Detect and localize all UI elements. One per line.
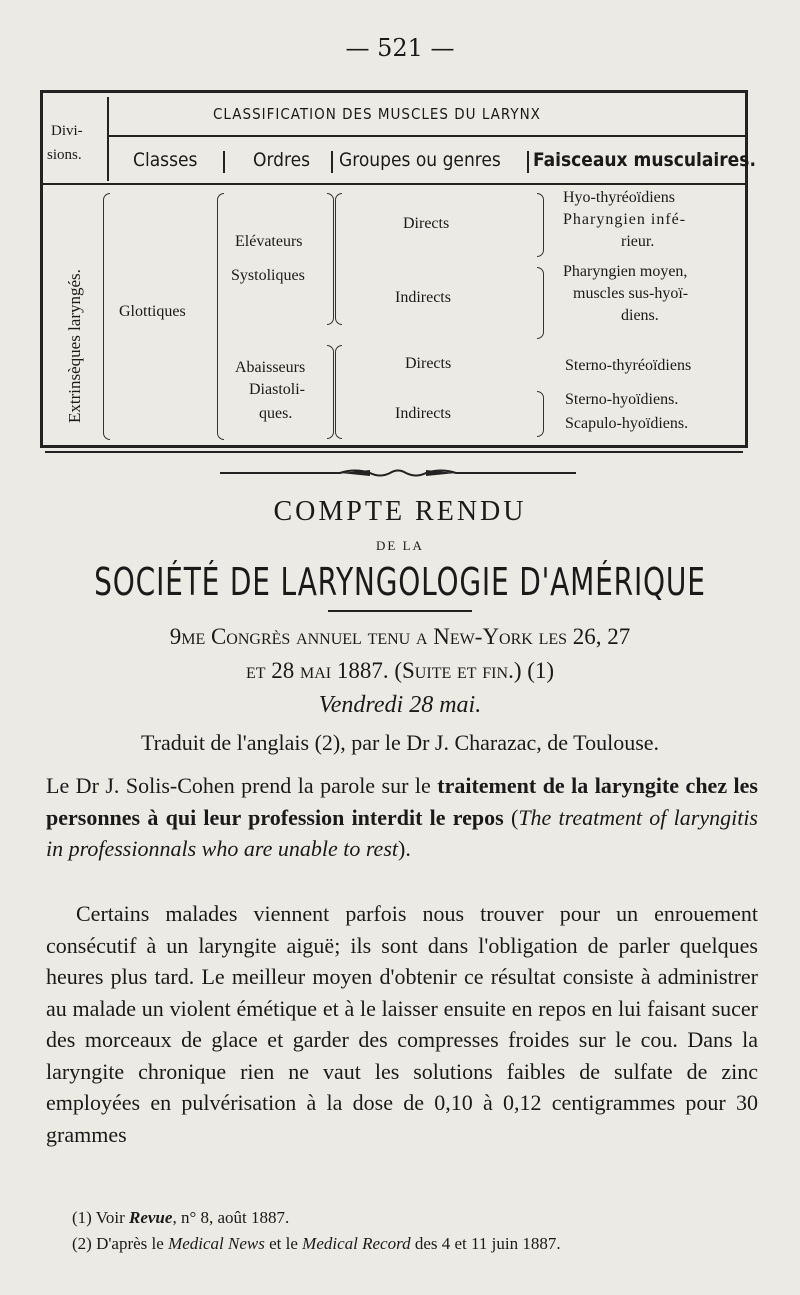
- brace-faisceaux-3: [537, 391, 544, 437]
- groupe-indirects-1: Indirects: [395, 289, 451, 306]
- footnote-2-rest: des 4 et 11 juin 1887.: [410, 1234, 561, 1253]
- paragraph-1-end: ).: [398, 836, 411, 861]
- footnote-2-medical-news: Medical News: [168, 1234, 265, 1253]
- heading-rule: [328, 610, 472, 612]
- header-groupes: Groupes ou genres: [339, 149, 501, 171]
- faisceau-3: rieur.: [621, 233, 655, 250]
- heading-compte-rendu: COMPTE RENDU: [273, 496, 527, 527]
- divisions-header-1: Divi-: [51, 123, 83, 139]
- title-rule: [109, 135, 745, 137]
- ordre-diastoli: Diastoli-: [249, 381, 305, 398]
- classification-table: [40, 90, 756, 448]
- brace-groupes-1: [335, 193, 342, 325]
- footnote-2: [72, 1234, 561, 1254]
- header-classes: Classes: [133, 149, 198, 171]
- brace-groupes-2: [335, 345, 342, 439]
- faisceau-8: Sterno-hyoïdiens.: [565, 391, 679, 408]
- header-rule: [43, 183, 745, 185]
- faisceau-7: Sterno-thyréoïdiens: [565, 357, 692, 374]
- faisceau-1: Hyo-thyréoïdiens: [563, 189, 675, 206]
- groupe-directs-2: Directs: [405, 355, 452, 372]
- congres-line-2: et 28 mai 1887. (Suite et fin.) (1): [245, 658, 555, 683]
- paragraph-2: Certains malades viennent parfois nous trouver pour un enrouement consécutif à un laryngite aiguë; ils sont dans l'obligation de parler quelques heures plus tard. Le meilleur moyen d'obtenir ce résultat consiste à administrer au malade un violent émétique et à le laisser ensuite en repos en lui faisant sucer des morceaux de glace et garder des compresses froides sur le cou. Dans la laryngite chronique rien ne vaut les solutions faibles de sulfate de zinc employées en pulvérisation à la dose de 0,10 à 0,12 centigrammes pour 30 grammes: [46, 901, 758, 1147]
- paragraph-1-intro: Le Dr J. Solis-Cohen prend la parole sur le: [46, 773, 438, 798]
- division-label: Extrinsèques laryngés.: [65, 269, 84, 423]
- footnote-1: [72, 1208, 289, 1228]
- divisions-header-2: sions.: [47, 147, 82, 163]
- faisceau-6: diens.: [621, 307, 659, 324]
- ornament-divider: [220, 466, 576, 480]
- brace-faisceaux-2: [537, 267, 544, 339]
- faisceau-9: Scapulo-hyoïdiens.: [565, 415, 689, 432]
- faisceau-2: Pharyngien infé-: [563, 211, 687, 228]
- paragraph-1-bold: traitement de la laryngite chez les personnes à qui leur profession interdit le repos: [46, 773, 758, 830]
- ordre-diastoli-2: ques.: [259, 405, 293, 422]
- table-title: CLASSIFICATION DES MUSCLES DU LARYNX: [213, 105, 541, 123]
- footnote-2-et: et le: [264, 1234, 303, 1253]
- date-vendredi: Vendredi 28 mai.: [318, 692, 482, 718]
- footnote-1-rest: , n° 8, août 1887.: [172, 1208, 290, 1227]
- brace-faisceaux-1: [537, 193, 544, 257]
- ordre-elevateurs: Elévateurs: [235, 233, 303, 250]
- ordre-abaisseurs: Abaisseurs: [235, 359, 306, 376]
- footnote-2-medical-record: Medical Record: [302, 1234, 411, 1253]
- header-faisceaux: Faisceaux musculaires.: [533, 149, 756, 171]
- faisceau-5: muscles sus-hyoï-: [573, 285, 689, 302]
- classe-glottiques: Glottiques: [119, 303, 186, 320]
- brace-abaisseurs: [327, 345, 334, 439]
- footnote-2-text: (2) D'après le: [72, 1234, 169, 1253]
- brace-elevateurs: [327, 193, 334, 325]
- congres-line-1: 9me Congrès annuel tenu a New-York les 26, 27: [169, 624, 631, 649]
- translator-credit: Traduit de l'anglais (2), par le Dr J. Charazac, de Toulouse.: [140, 730, 660, 755]
- footnote-1-revue: Revue: [129, 1208, 173, 1227]
- groupe-directs-1: Directs: [403, 215, 450, 232]
- paragraph-1: [46, 770, 758, 865]
- footnote-1-text: (1) Voir: [72, 1208, 129, 1227]
- groupe-indirects-2: Indirects: [395, 405, 451, 422]
- paragraph-1-italic: The treatment of laryngitis in professionnals who are unable to rest: [46, 804, 758, 861]
- paragraph-1-mid: (: [503, 804, 519, 830]
- faisceau-4: Pharyngien moyen,: [563, 263, 688, 280]
- ordre-systoliques: Systoliques: [231, 267, 305, 284]
- brace-classe: [103, 193, 110, 440]
- divisions-divider: [107, 97, 109, 181]
- brace-ordres: [217, 193, 224, 440]
- page-number: — 521 —: [345, 34, 455, 62]
- header-ordres: Ordres: [253, 149, 311, 171]
- heading-societe: SOCIÉTÉ DE LARYNGOLOGIE D'AMÉRIQUE: [94, 560, 706, 604]
- heading-de-la: DE LA: [376, 538, 424, 553]
